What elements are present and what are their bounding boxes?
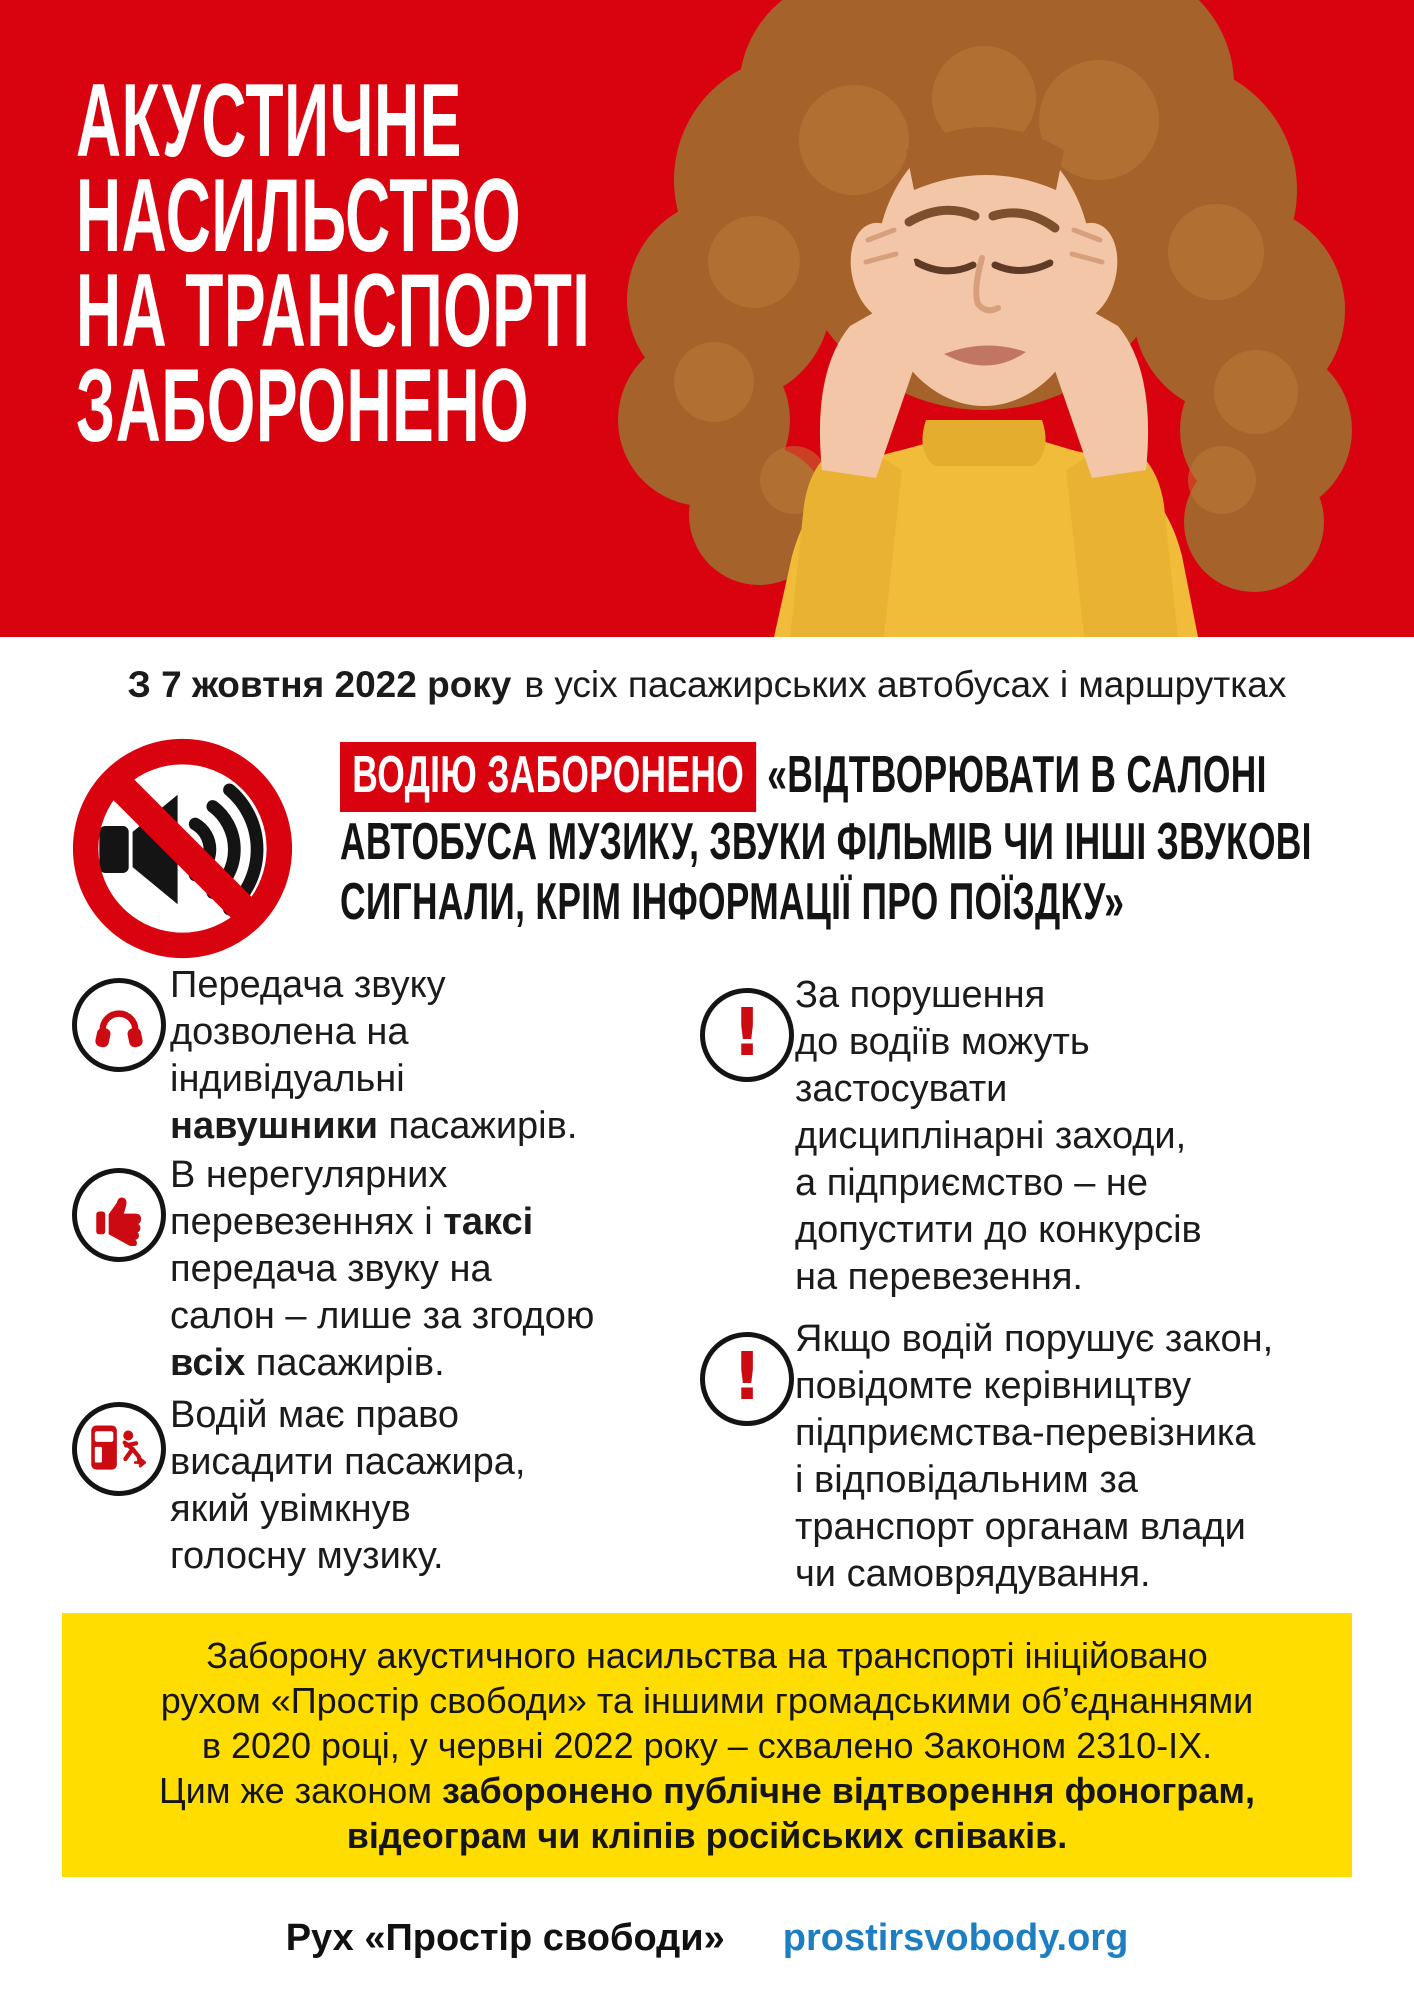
ban-quote-1: «ВІДТВОРЮВАТИ В САЛОНІ — [767, 746, 1267, 804]
bullet-bus-exit — [72, 1402, 166, 1496]
bullet-headphones-text: Передача звуку дозволена на індивідуальні навушники пасажирів. — [170, 964, 578, 1147]
footer — [0, 1877, 1414, 2000]
ban-line-1 — [340, 742, 1414, 812]
law-line-5: відеограм чи кліпів російських співаків. — [346, 1814, 1068, 1856]
title-line-1: АКУСТИЧНЕ — [76, 63, 462, 179]
exclamation-icon: ! — [700, 988, 794, 1082]
title-line-4: ЗАБОРОНЕНО — [76, 348, 530, 464]
driver-ban-badge: ВОДІЮ ЗАБОРОНЕНО — [340, 742, 756, 812]
title-line-3: НА ТРАНСПОРТІ — [76, 253, 591, 369]
bullet-bus-exit-text: Водій має право висадити пасажира, який увімкнув голосну музику. — [170, 1394, 526, 1577]
bullet-warning-2 — [700, 1332, 794, 1426]
no-sound-icon — [70, 736, 295, 961]
driver-prohibition-text — [340, 742, 1414, 932]
ban-quote-2: АВТОБУСА МУЗИКУ, ЗВУКИ ФІЛЬМІВ ЧИ ІНШІ ЗВУКОВІ — [340, 813, 1312, 871]
website-link[interactable]: prostirsvobody.org — [782, 1917, 1129, 1959]
turtleneck — [922, 420, 1045, 466]
law-line-2: рухом «Простір свободи» та іншими громадськими об’єднаннями — [160, 1679, 1254, 1721]
law-info-box — [62, 1613, 1352, 1877]
poster-title — [76, 63, 591, 464]
law-line-4: Цим же законом заборонено публічне відтворення фонограм, — [159, 1769, 1255, 1811]
bullet-warning-1 — [700, 988, 794, 1082]
headphones-icon — [72, 978, 166, 1072]
thumbs-up-icon — [72, 1168, 166, 1262]
movement-name: Рух «Простір свободи» — [285, 1917, 725, 1959]
woman-covering-ears-photo — [554, 0, 1414, 637]
bullet-headphones — [72, 978, 166, 1072]
title-line-2: НАСИЛЬСТВО — [76, 158, 522, 274]
ban-quote-3: СИГНАЛИ, КРІМ ІНФОРМАЦІЇ ПРО ПОЇЗДКУ» — [340, 873, 1125, 931]
bullet-warning-2-text: Якщо водій порушує закон, повідомте керівництву підприємства-перевізника і відповідальним за транспорт органам влади чи самоврядування. — [795, 1318, 1274, 1595]
bullet-thumbs-up-text: В нерегулярних перевезеннях і таксі передача звуку на салон – лише за згодою всіх пасажирів. — [170, 1154, 595, 1384]
bullet-warning-1-text: За порушення до водіїв можуть застосувати дисциплінарні заходи, а підприємство – не допустити до конкурсів на перевезення. — [795, 974, 1202, 1298]
effective-date-scope: в усіх пасажирських автобусах і маршрутках — [524, 664, 1287, 705]
exclamation-icon: ! — [700, 1332, 794, 1426]
header-red-banner — [0, 0, 1414, 637]
law-line-3: в 2020 році, у червні 2022 року – схвалено Законом 2310-IX. — [201, 1724, 1213, 1766]
law-line-1: Заборону акустичного насильства на транспорті ініційовано — [206, 1634, 1208, 1676]
effective-date-strip — [0, 637, 1414, 733]
bus-exit-icon — [72, 1402, 166, 1496]
bullet-thumbs-up — [72, 1168, 166, 1262]
effective-date: З 7 жовтня 2022 року — [127, 664, 512, 705]
